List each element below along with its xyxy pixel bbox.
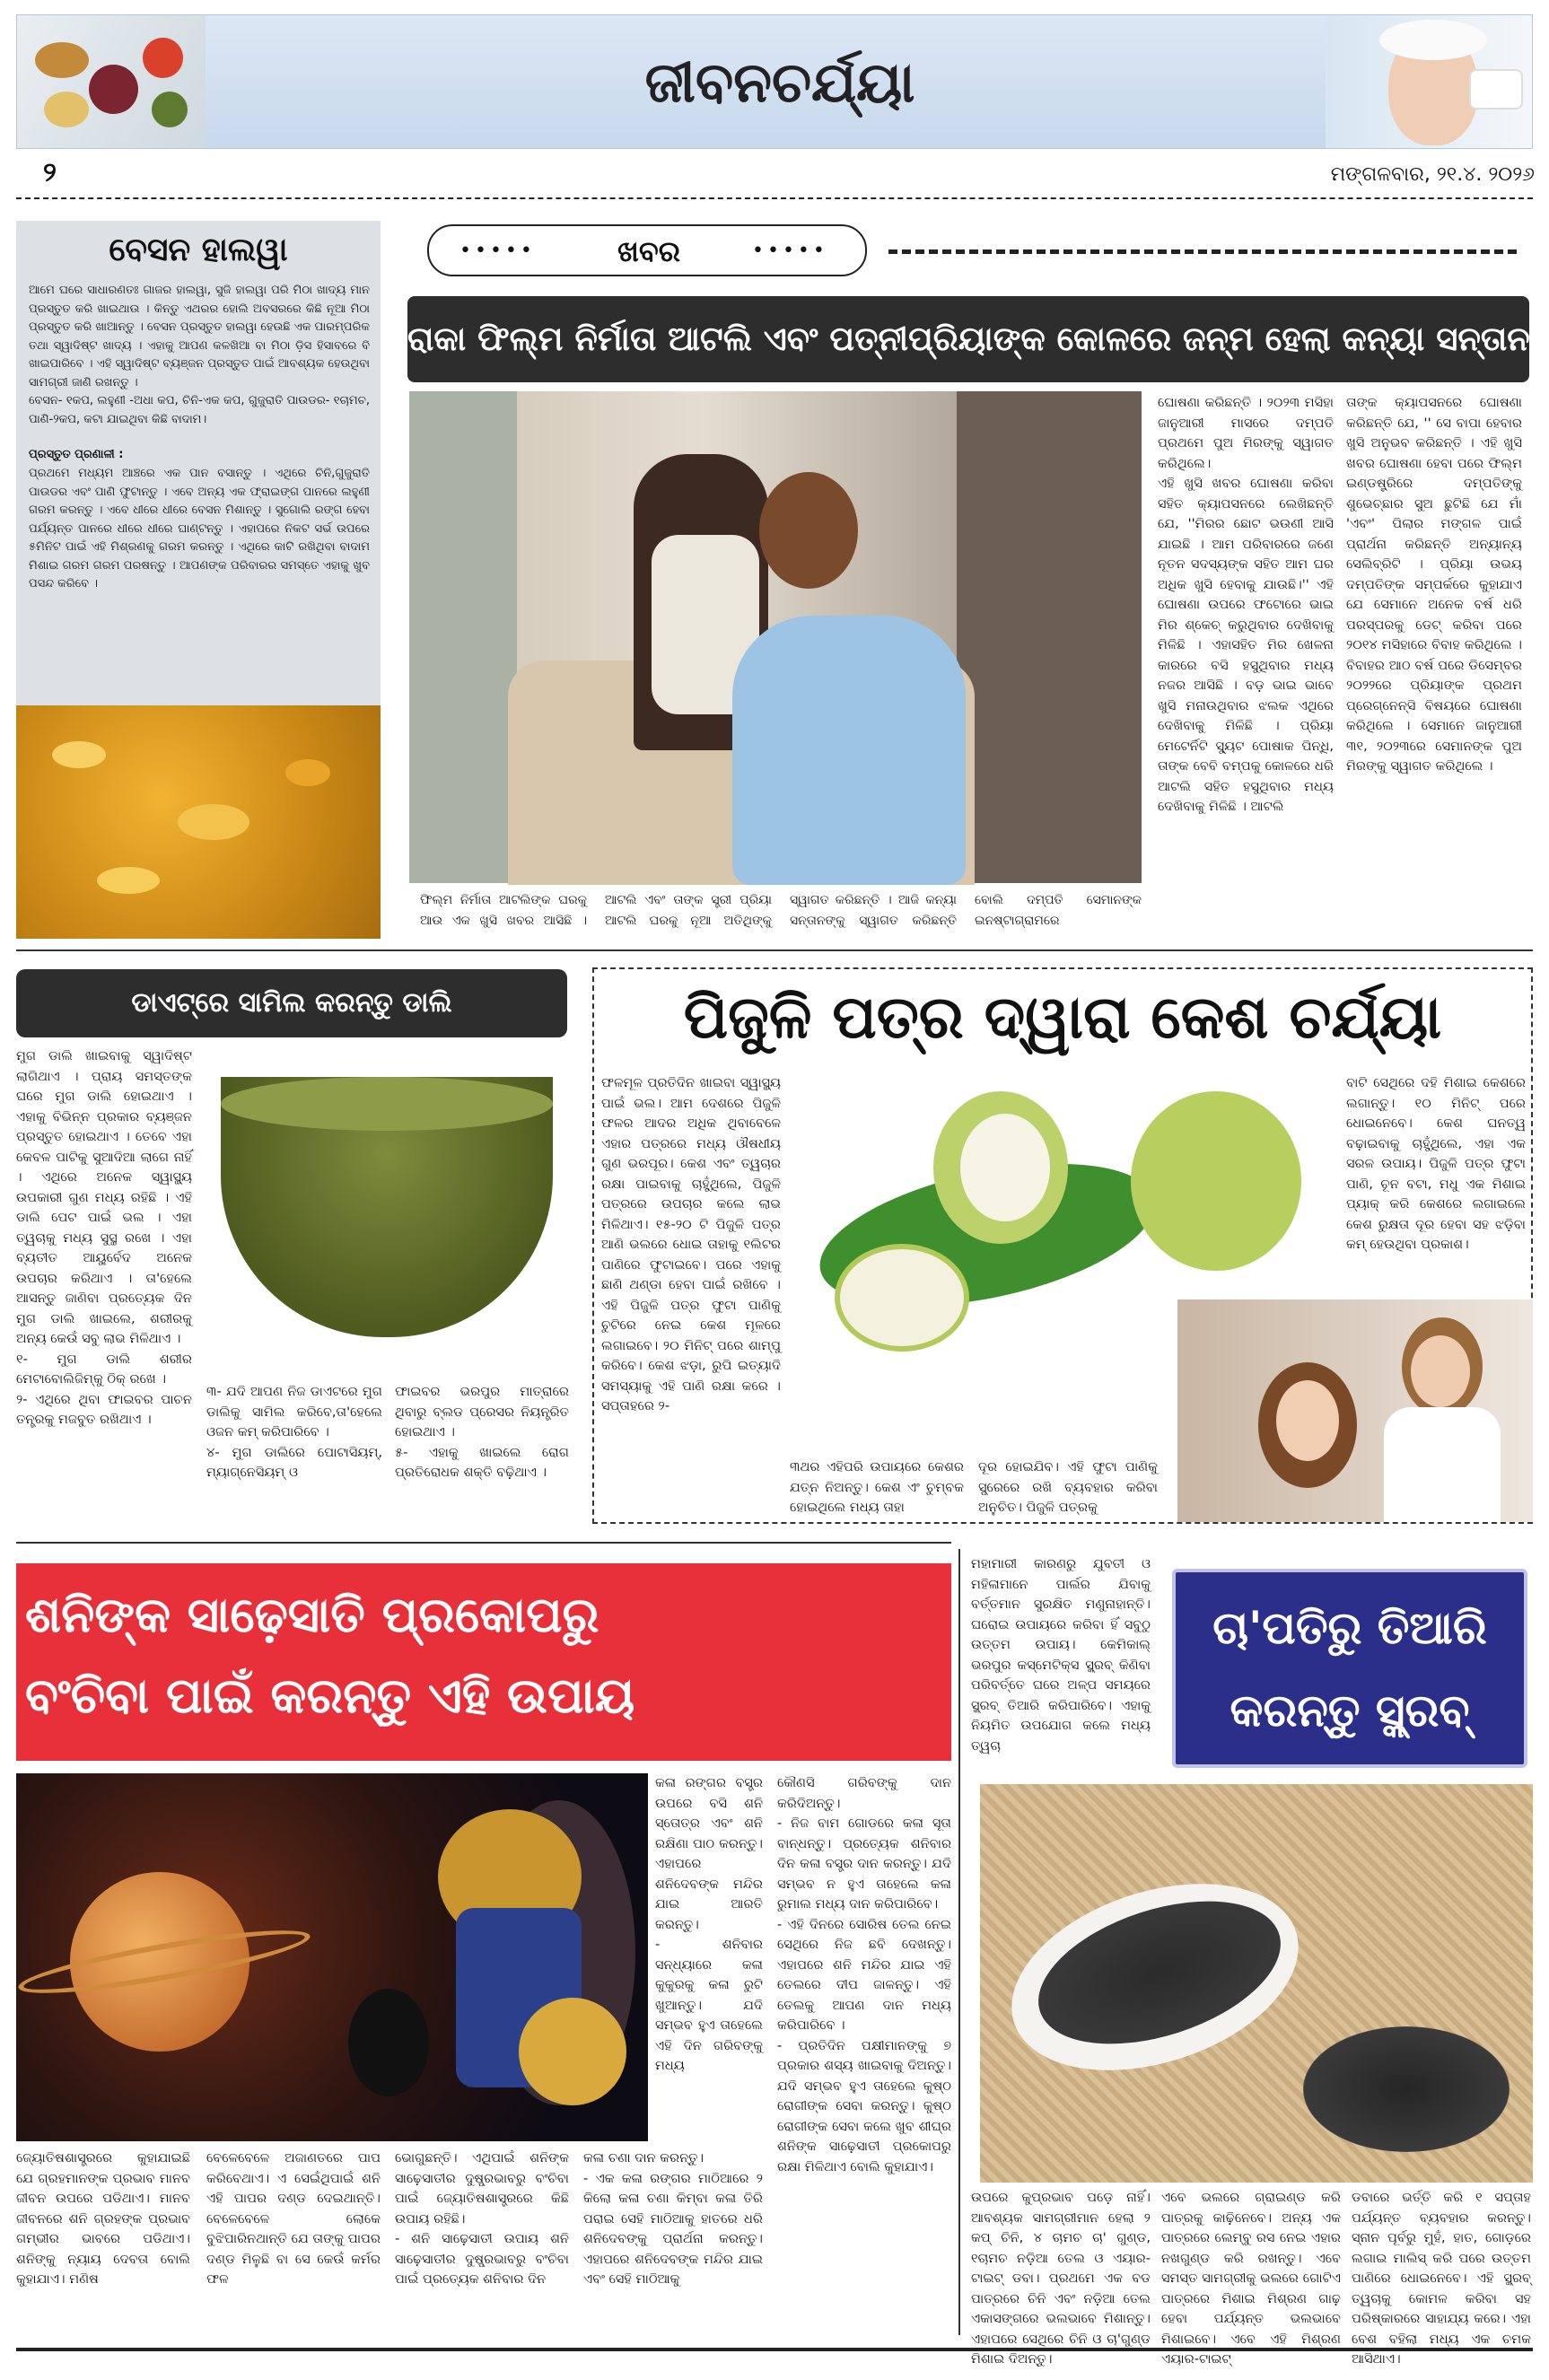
guava-title: ପିଜୁଳି ପତ୍ର ଦ୍ୱାରା କେଶ ଚର୍ଯ୍ୟା <box>683 983 1442 1052</box>
column-divider-vertical <box>958 1549 960 2335</box>
masthead-divider <box>16 197 1533 199</box>
issue-date: ମଙ୍ଗଳବାର, ୨୧.୪. ୨୦୨୬ <box>1330 163 1535 186</box>
dal-column-left: ମୁଗ ଡାଲି ଖାଇବାକୁ ସ୍ୱାଦିଷ୍ଟ ଲାଗିଥାଏ । ପ୍ରାୟ ସମସ୍ତଙ୍କ ଘରେ ମୁଗ ଡାଲି ହୋଇଥାଏ । ଏହାକୁ ବିଭିନ୍ନ ପ୍ରକାର ବ୍ୟଞ୍ଜନ ପ୍ରସ୍ତୁତ ହୋଇଥାଏ । ତେବେ ଏହା କେବଳ ପାଟିକୁ ସୁଆଦିଆ ଲାଗେ ନାହିଁ । ଏଥିରେ ଅନେକ ସ୍ୱାସ୍ଥ୍ୟ ଉପକାରୀ ଗୁଣ ମଧ୍ୟ ରହିଛି । ଏହି ଡାଲି ପେଟ ପାଇଁ ଭଲ । ଏହା ତ୍ୱଚାକୁ ମଧ୍ୟ ସୁସ୍ଥ ରଖେ । ଏହା ବ୍ୟତୀତ ଆୟୁର୍ବେଦ ଅନେକ ଉପଚାର କରିଥାଏ । ତା'ହେଲେ ଆସନ୍ତୁ ଜାଣିବା ପ୍ରତ୍ୟେକ ଦିନ ମୁଗ ଡାଲି ଖାଇଲେ, ଶରୀରକୁ ଅନ୍ୟ କେଉଁ ସବୁ ଲାଭ ମିଳିଥାଏ । ୧- ମୁଗ ଡାଲି ଶରୀର ମେଟାବୋଲିଜିମ୍‌କୁ ଠିକ୍ ରଖେ । ୨- ଏଥିରେ ଥିବା ଫାଇବର ପାଚନ ତନ୍ତ୍ରକୁ ମଜବୁତ ରଖିଥାଏ । <box>16 1048 192 1427</box>
shani-title-line-1: ଶନିଙ୍କ ସାଢ଼େସାତି ପ୍ରକୋପରୁ <box>25 1587 599 1643</box>
tea-intro: ମହାମାରୀ କାରଣରୁ ଯୁବତୀ ଓ ମହିଳାମାନେ ପାର୍ଲର ଯିବାକୁ ବର୍ତ୍ତମାନ ସୁରକ୍ଷିତ ମଣୁନାହାନ୍ତି। ଘରୋଇ ଉପାୟରେ କରିବା ହିଁ ସବୁଠୁ ଉତ୍ତମ ଉପାୟ। କେମିକାଲ୍ ଭରପୁର କସ୍ମେଟିକ୍ସ ସ୍କ୍ରବ୍ କିଣିବା ପରିବର୍ତ୍ତେ ଘରେ ଅଳ୍ପ ସମୟରେ ସ୍କ୍ରବ୍ ତିଆରି କରିପାରିବେ। ଏହାକୁ ନିୟମିତ ଉପଯୋଗ କଲେ ମଧ୍ୟ ତ୍ୱଚା <box>971 1556 1155 1754</box>
tea-title-line-2: କରନ୍ତୁ ସ୍କ୍ରବ୍ <box>1230 1684 1470 1737</box>
news-tag-label: ଖବର <box>617 234 681 268</box>
shani-column-1: ଜ୍ୟୋତିଷଶାସ୍ତ୍ରରେ କୁହାଯାଇଛି ଯେ ଗ୍ରହମାନଙ୍କ ପ୍ରଭାବ ମାନବ ଜୀବନ ଉପରେ ପଡିଥାଏ। ମାନବ ଜୀବନରେ ଶନି ଗ୍ରହଙ୍କ ପ୍ରଭାବ ଗମ୍ଭୀର ଭାବରେ ପଡିଥାଏ। ଶନିଙ୍କୁ ନ୍ୟାୟ ଦେବତା ବୋଲି କୁହାଯାଏ। ମଣିଷ <box>16 2150 195 2287</box>
recipe-steps: ପ୍ରଥମେ ମଧ୍ୟମ ଆଞ୍ଚରେ ଏକ ପାନ ବସାନ୍ତୁ । ଏଥିରେ ଚିନି,ଗୁଜୁରାତି ପାଉଡର ଏବଂ ପାଣି ଫୁଟାନ୍ତୁ । ଏବେ ଅନ୍ୟ ଏକ ଫ୍ରାଇଙ୍ଗ ପାନରେ ଲହୁଣୀ ଗରମ କରନ୍ତୁ । ଏବେ ଧୀରେ ଧୀରେ ବେସନ ମିଶାନ୍ତୁ । ସୁଗୋଲି ରଙ୍ଗ ହେବା ପର୍ଯ୍ୟନ୍ତ ପାନରେ ଧୀରେ ଧୀରେ ଘାଣ୍ଟନ୍ତୁ । ଏହାପରେ ନିକଟ ସର୍ଭ ଉପରେ ୫ମିନିଟ ପାଇଁ ଏହି ମିଶ୍ରଣକୁ ଗରମ କରନ୍ତୁ । ଏଥିରେ କାଟି ରଖିଥିବା ବାଦାମ ମିଶାଇ ଗରମ ଗରମ ପରଷନ୍ତୁ । ଆପଣଙ୍କ ପରିବାରର ସମସ୍ତେ ଏହାକୁ ଖୁବ ପସନ୍ଦ କରିବେ । <box>29 467 374 591</box>
section-divider-2 <box>16 1542 951 1544</box>
tea-title-line-1: ଚା'ପତିରୁ ତିଆରି <box>1212 1602 1487 1654</box>
tea-column-3: ଡବାରେ ଭର୍ତ୍ତି କରି ୧ ସପ୍ତାହ ପର୍ଯ୍ୟନ୍ତ ବ୍ୟବହାର କରନ୍ତୁ। ସ୍ନାନ ପୂର୍ବରୁ ମୁହଁ, ହାତ, ଗୋଡ଼ରେ ଲଗାଇ ମାଲିସ୍ କରି ପରେ ଉତ୍ତମ ପାଣିରେ ଧୋଇନେବେ। ଏହି ସ୍କ୍ରବ୍ ତ୍ୱଚାକୁ କୋମଳ କରିବା ସହ ପରିଷ୍କାରରେ ସାହାଯ୍ୟ କରେ। ଏହା ବେଶ ବହିଲା ମଧ୍ୟ ଏକ ଚମକ ଆସିଥାଏ। <box>1352 2190 1536 2367</box>
news-headline: ରାକା ଫିଲ୍ମ ନିର୍ମାତା ଆଟଲି ଏବଂ ପତ୍ନୀପ୍ରିୟାଙ୍କ କୋଳରେ ଜନ୍ମ ହେଲା କନ୍ୟା ସନ୍ତାନ <box>407 319 1530 358</box>
recipe-ingredients: ଆମେ ଘରେ ସାଧାରଣତଃ ଗାଜର ହାଲୱା, ସୁଜି ହାଲୱା ପରି ମିଠା ଖାଦ୍ୟ ମାନ ପ୍ରସ୍ତୁତ କରି ଖାଇଥାଉ । କିନ୍ତୁ ଏଥରର ହୋଲି ଅବସରରେ କିଛି ନୂଆ ମିଠା ପ୍ରସ୍ତୁତ କରି ଖାଆନ୍ତୁ । ବେସନ ପ୍ରସ୍ତୁତ ହାଲୱା ହେଉଛି ଏକ ପାରମ୍ପରିକ ତଥା ସ୍ୱାଦିଷ୍ଟ ଖାଦ୍ୟ । ଏହାକୁ ଆପଣ କଳଖିଆ ବା ମିଠା ଡ଼ିସ ହିସାବରେ ବି ଖାଇପାରିବେ । ଏହି ସ୍ୱାଦିଷ୍ଟ ବ୍ୟଞ୍ଜନ ପ୍ରସ୍ତୁତ ପାଇଁ ଆବଶ୍ୟକ ହେଉଥିବା ସାମଗ୍ରୀ ଜାଣି ରଖନ୍ତୁ । ବେସନ- ୧କପ, ଲହୁଣୀ -ଅଧା କପ, ଚିନି-ଏକ କପ, ଗୁଜୁରାତି ପାଉଡର- ୧ଚାମଚ, ପାଣି-୨କପ, କଟା ଯାଇଥିବା କିଛି ବାଦାମ। <box>29 284 370 426</box>
tea-column-2: ଏବେ ଭଲରେ ଗ୍ରାଇଣ୍ଡ କରି ପାତ୍ରକୁ କାଢ଼ିନେବେ। ଅନ୍ୟ ଏକ ପାତ୍ରରେ ଲେମ୍ବୁ ରସ ନେଇ ଏହାର ନଖଗୁଣ୍ଡ କରି ରଖନ୍ତୁ। ଏବେ ସମସ୍ତ ସାମଗ୍ରୀକୁ ଭଲରେ ଗୋଟିଏ ପାତ୍ରରେ ମିଶାଇ ମିଶ୍ରଣ ଗାଢ଼ ହେବା ପର୍ଯ୍ୟନ୍ତ ଭଲଭାବେ ମିଶାଇବେ। ଏବେ ଏହି ମିଶ୍ରଣ ଏୟାର-ଟାଇଟ୍ <box>1161 2190 1345 2367</box>
tea-title-box <box>1172 1569 1527 1768</box>
masthead-skincare-image <box>1326 15 1532 148</box>
page-number: ୨ <box>43 157 57 188</box>
shani-column-4: କଳା ଚଣା ଦାନ କରନ୍ତୁ। - ଏକ କଳା ରଙ୍ଗର ମାଠିଆରେ ୨ କିଲୋ କଳା ଚଣା କିମ୍ବା କଳା ତିରି ପରାଇ ସେହି ମାଠିଆକୁ ହାତରେ ଧରି ଶନିଦେବଙ୍କୁ ପ୍ରାର୍ଥନା କରନ୍ତୁ। ଏହାପରେ ଶନିଦେବଙ୍କ ମନ୍ଦିର ଯାଇ ଏବଂ ସେହି ମାଠିଆକୁ <box>583 2150 763 2287</box>
section-title: ଜୀବନଚର୍ଯ୍ୟା <box>644 49 915 115</box>
dal-column-mid: ୩- ଯଦି ଆପଣ ନିଜ ଡାଏଟରେ ମୁଗ ଡାଲିକୁ ସାମିଲ କରିବେ,ତା'ହେଲେ ଓଜନ କମ୍ କରିପାରିବେ । ୪- ମୁଗ ଡାଲିରେ ପୋଟାସିୟମ୍, ମ୍ୟାଗ୍ନେସିୟମ୍ ଓ <box>206 1384 382 1480</box>
news-tag <box>427 224 867 276</box>
tea-powder-photo <box>980 1784 1533 2183</box>
shani-deity-photo <box>16 1773 648 2141</box>
news-photo-caption: ଫିଲ୍ମ ନିର୍ମାତା ଆଟଲିଙ୍କ ଘରକୁ ଆଉ ଏକ ଖୁସି ଖବର ଆସିଛି । ଆଟଲି ଏବଂ ତାଙ୍କ ସ୍ତ୍ରୀ ପ୍ରିୟା ଆଟଲି ଘରକୁ ନୂଆ ଅତିଥିଙ୍କୁ ସ୍ୱାଗତ କରିଛନ୍ତି । ଆଜି କନ୍ୟା ସନ୍ତାନଙ୍କୁ ସ୍ୱାଗତ କରିଛନ୍ତି ବୋଲି ଦମ୍ପତି ସେମାନଙ୍କ ଇନଷ୍ଟାଗ୍ରାମରେ <box>420 893 1146 928</box>
masthead-food-image <box>17 15 206 148</box>
shani-column-2: ବେଳେବେଳେ ଅଜାଣତରେ ପାପ କରିବେଥାଏ। ଏ ସେଇଁଥିପାଇଁ ଶନି ଏହି ପାପର ଦଣ୍ଡ ଦେଇଥାନ୍ତି। ବେଳେବେଳେ ଲୋକେ ବୁଝିପାରିନଥାନ୍ତି ଯେ ତାଙ୍କୁ ପାପର ଦଣ୍ଡ ମିଳୁଛି ବା ସେ କେଉଁ କର୍ମର ଫଳ <box>206 2150 385 2287</box>
section-divider-1 <box>16 949 1533 951</box>
moong-dal-photo <box>206 1050 569 1355</box>
halwa-photo <box>16 705 381 939</box>
shani-title-line-2: ବଂଚିବା ପାଇଁ କରନ୍ତୁ ଏହି ଉପାୟ <box>25 1667 635 1724</box>
shani-column-3: ଭୋଗୁଛନ୍ତି। ଏଥିପାଇଁ ଶନିଙ୍କ ସାଢ଼େସାତୀର ଦୁଷ୍ପ୍ରଭାବରୁ ବଂଚିବା ପାଇଁ ଜ୍ୟୋତିଷଶାସ୍ତ୍ରରେ କିଛି ଉପାୟ ରହିଛି। - ଶନି ସାଢ଼େସାତୀ ଉପାୟ ଶନି ସାଢ଼େସାତୀର ଦୁଷ୍ପ୍ରଭାବରୁ ବଂଚିବା ପାଇଁ ପ୍ରତ୍ୟେକ ଶନିବାର ଦିନ <box>395 2150 569 2287</box>
news-tag-dots-right: ••••• <box>752 240 828 262</box>
recipe-box <box>16 221 381 939</box>
dal-column-right: ଫାଇବର ଭରପୁର ମାତ୍ରାରେ ଥିବାରୁ ବ୍ଲଡ ପ୍ରେସର ନିୟନ୍ତ୍ରିତ ହୋଇଥାଏ । ୫- ଏହାକୁ ଖାଇଲେ ରୋଗ ପ୍ରତିରୋଧକ ଶକ୍ତି ବଢ଼ିଥାଏ । <box>395 1384 569 1480</box>
recipe-steps-heading: ପ୍ରସ୍ତୁତ ପ୍ରଣାଳୀ : <box>29 448 124 461</box>
shani-title-bar <box>16 1563 951 1761</box>
couple-photo <box>409 391 1142 883</box>
guava-column-4: ବାଟି ସେଥିରେ ଦହି ମିଶାଇ କେଶରେ ଲଗାନ୍ତୁ। ୧୦ ମିନିଟ୍ ପରେ ଧୋଇନେବେ। କେଶ ଘନତ୍ୱ ବଢ଼ାଇବାକୁ ଚାହୁଁଥିଲେ, ଏହା ଏକ ସରଳ ଉପାୟ। ପିଜୁଳି ପତ୍ର ଫୁଟା ପାଣି, ଚୂନ ବଟା, ମଧୁ ଏକ ମିଶାଇ ପ୍ୟାକ୍ କରି କେଶରେ ଲଗାଇଲେ କେଶ ରୁକ୍ଷତା ଦୂର ହେବା ସହ ଝଡ଼ିବା କମ୍ ହେଉଥିବା ପ୍ରକାଶ। <box>1346 1075 1530 1252</box>
dal-title-bar <box>16 969 567 1037</box>
hair-care-photo <box>1177 1299 1533 1522</box>
shani-side-column-1: କଳା ରଙ୍ଗର ବସ୍ତ୍ର ଉପରେ ବସି ଶନି ସ୍ତୋତ୍ର ଏବଂ ଶନି ରକ୍ଷିଣା ପାଠ କରନ୍ତୁ। ଏହାପରେ ଶନିଦେବଙ୍କ ମନ୍ଦିର ଯାଇ ଆରତି କରନ୍ତୁ। - ଶନିବାର ସନ୍ଧ୍ୟାରେ କଳା କୁକୁରକୁ କଳା ରୁଟି ଖୁଆନ୍ତୁ। ଯଦି ସମ୍ଭବ ହୁଏ ତାହେଲେ ଏହି ଦିନ ଗରିବଙ୍କୁ ମଧ୍ୟ <box>655 1775 763 2073</box>
shani-side-column-2: କୌଣସି ଗରିବଙ୍କୁ ଦାନ କରିଦିଅନ୍ତୁ। - ନିଜ ବାମ ଗୋଡରେ କଳା ସୂତା ବାନ୍ଧନ୍ତୁ। ପ୍ରତ୍ୟେକ ଶନିବାର ଦିନ କଳା ବସ୍ତ୍ର ଦାନ କରନ୍ତୁ। ଯଦି ସମ୍ଭବ ନ ହୁଏ ତାହେଲେ କଳା ରୁମାଲ ମଧ୍ୟ ଦାନ କରିପାରିବେ। - ଏହି ଦିନରେ ସୋରିଷ ତେଲ ନେଇ ସେଥିରେ ନିଜ ଛବି ଦେଖନ୍ତୁ। ଏହାପରେ ଶନି ମନ୍ଦିର ଯାଇ ଏହି ତେଲରେ ଦୀପ ଜାଳନ୍ତୁ। ଏହି ତେଲକୁ ଆପଣ ଦାନ ମଧ୍ୟ କରିପାରିବେ । - ପ୍ରତିଦିନ ପକ୍ଷୀମାନଙ୍କୁ ୭ ପ୍ରକାର ଶସ୍ୟ ଖାଇବାକୁ ଦିଅନ୍ତୁ। ଯଦି ସମ୍ଭବ ହୁଏ ତାହେଲେ କୁଷ୍ଠ ରୋଗୀଙ୍କ ସେବା କରନ୍ତୁ। କୁଷ୍ଠ ରୋଗୀଙ୍କ ସେବା କଲେ ଖୁବ ଶୀଘ୍ର ଶନିଙ୍କ ସାଢ଼େସାତୀ ପ୍ରକୋପରୁ ରକ୍ଷା ମିଳିଥାଏ ବୋଲି କୁହାଯାଏ। <box>777 1775 951 2174</box>
news-column-1: ଘୋଷଣା କରିଛନ୍ତି । ୨୦୨୩ ମସିହା ଜାନୁଆରୀ ମାସରେ ଦମ୍ପତି ପ୍ରଥମେ ପୁଅ ମିରଙ୍କୁ ସ୍ୱାଗତ କରିଥିଲେ। ଏହି ଖୁସି ଖବର ଘୋଷଣା କରିବା ସହିତ କ୍ୟାପସନରେ ଲେଖିଛନ୍ତି ଯେ, ''ମିରର ଛୋଟ ଭଉଣୀ ଆସି ଯାଇଛି । ଆମ ପରିବାରରେ ଜଣେ ନୂତନ ସଦସ୍ୟଙ୍କ ସହିତ ଆମ ଘର ଅଧିକ ଖୁସି ହେବାକୁ ଯାଉଛି।'' ଏହି ଘୋଷଣା ଉପରେ ଫଟୋରେ ଭାଇ ମିର ଶ୍କେଚ୍ କରୁଥିବାର ଦେଖିବାକୁ ମିଳିଛି । ଏହାସହିତ ମିର ଖେଳନା କାରରେ ବସି ହସୁଥିବାର ମଧ୍ୟ ନଜର ଆସିଛି । ବଡ଼ ଭାଇ ଭାବେ ଖୁସି ମନାଉଥିବାର ଝଲକ ଏଥିରେ ଦେଖିବାକୁ ମିଳିଛି । ପ୍ରିୟା ମେଟେର୍ନିଟି ସ୍ୟୁଟ ପୋଷାକ ପିନ୍ଧି, ତାଙ୍କ ବେବି ବମ୍ପକୁ କୋଳରେ ଧରି ଆଟଲି ସହିତ ହସୁଥିବାର ମଧ୍ୟ ଦେଖିବାକୁ ମିଳିଛି । ଆଟଲି <box>1158 395 1334 814</box>
dal-title: ଡାଏଟ୍‌ରେ ସାମିଲ କରନ୍ତୁ ଡାଲି <box>131 987 452 1019</box>
recipe-title: ବେସନ ହାଲୱା <box>109 232 288 268</box>
news-column-2: ତାଙ୍କ କ୍ୟାପସନରେ ଘୋଷଣା କରିଛନ୍ତି ଯେ, '' ସେ ବାପା ହେବାର ଖୁସି ଅନୁଭବ କରିଛନ୍ତି । ଏହି ଖୁସି ଖବର ଘୋଷଣା ହେବା ପରେ ଫିଲ୍ମ ଇଣ୍ଡଷ୍ଟ୍ରିରେ ଦମ୍ପତିଙ୍କୁ ଶୁଭେଚ୍ଛାର ସୁଅ ଛୁଟିଛି ଯେ ମାଁ 'ଏବଂ' ପିଲାର ମଙ୍ଗଳ ପାଇଁ ପ୍ରାର୍ଥନା କରିଛନ୍ତି ଅନ୍ୟାନ୍ୟ ସେଲିବ୍ରିଟି । ପ୍ରିୟା ଉଭୟ ଦମ୍ପତିଙ୍କ ସମ୍ପର୍କରେ କୁହାଯାଏ ଯେ ସେମାନେ ଅନେକ ବର୍ଷ ଧରି ପରସ୍ପରକୁ ଡେଟ୍ କରିବା ପରେ ୨୦୧୪ ମସିହାରେ ବିବାହ କରିଥିଲେ । ବିବାହର ଆଠ ବର୍ଷ ପରେ ଡିସେମ୍ବର ୨୦୨୨ରେ ପ୍ରିୟାଙ୍କ ପ୍ରଥମ ପ୍ରେଗ୍ନେନ୍ସି ବିଷୟରେ ଘୋଷଣା କରିଥିଲେ । ସେମାନେ ଜାନୁଆରୀ ୩୧, ୨୦୨୩ରେ ସେମାନଙ୍କ ପୁଅ ମିରଙ୍କୁ ସ୍ୱାଗତ କରିଥିଲେ । <box>1346 395 1527 774</box>
news-tag-rule <box>888 249 1517 254</box>
tea-column-1: ଉପରେ କୁପ୍ରଭାବ ପଡ଼େ ନାହିଁ। ଆବଶ୍ୟକ ସାମଗ୍ରୀମାନ ହେଲା ୨ କପ୍ ଚିନି, ୪ ଚାମଚ ଚା' ଗୁଣ୍ଡ, ୧ଚାମଚ ନଡ଼ିଆ ତେଲ ଓ ଏୟାର-ଟାଇଟ୍ ଡବା। ପ୍ରଥମେ ଏକ ବଡ ପାତ୍ରରେ ଚିନି ଏବଂ ନଡ଼ିଆ ତେଲ ଏକାସଙ୍ଗରେ ଭଲଭାବେ ମିଶାନ୍ତୁ। ଏହାପରେ ସେଥିରେ ଚିନି ଓ ଚା'ଗୁଣ୍ଡ ମିଶାଇ ଦିଅନ୍ତୁ। <box>971 2190 1155 2367</box>
guava-column-1: ଫଳମୂଳ ପ୍ରତିଦିନ ଖାଇବା ସ୍ୱାସ୍ଥ୍ୟ ପାଇଁ ଭଲ। ଆମ ଦେଶରେ ପିଜୁଳି ଫଳର ଆଦର ଅଧିକ ଥିବାବେଳେ ଏହାର ପତ୍ରରେ ମଧ୍ୟ ଔଷଧୀୟ ଗୁଣ ଭରପୂର। କେଶ ଏବଂ ତ୍ୱଚାର ରକ୍ଷା ପାଇବାକୁ ଚାହୁଁଥିଲେ, ପିଜୁଳି ପତ୍ରରେ ଉପଚାର କଲେ ଲାଭ ମିଳିଥାଏ। ୧୫-୨୦ ଟି ପିଜୁଳି ପତ୍ର ଆଣି ଭଲରେ ଧୋଇ ତାହାକୁ ୧ଲିଟର ପାଣିରେ ଫୁଟାଇବେ। ପରେ ଏହାକୁ ଛାଣି ଥଣ୍ଡା ହେବା ପାଇଁ ରଖିବେ । ଏହି ପିଜୁଳି ପତ୍ର ଫୁଟା ପାଣିକୁ ଚୁଟିରେ ନେଇ କେଶ ମୂଳରେ ଲଗାଇବେ। ୨୦ ମିନିଟ୍ ପରେ ଶାମ୍ପୁ କରିବେ। କେଶ ଝଡ଼ା, ରୁପି ଇତ୍ୟାଦି ସମସ୍ୟାକୁ ଏହି ପାଣି ରକ୍ଷା କରେ । ସପ୍ତାହରେ ୨- <box>601 1075 785 1413</box>
page-bottom-rule <box>16 2348 1533 2351</box>
masthead-banner <box>16 14 1533 149</box>
news-headline-bar <box>407 296 1529 382</box>
news-tag-dots-left: ••••• <box>459 240 536 262</box>
guava-column-2: ୩ଥର ଏହିପରି ଉପାୟରେ କେଶର ଯତ୍ନ ନିଅନ୍ତୁ। କେଶ ଏଂ ଚୁମ୍ବକ ହୋଇଥିଲେ ମଧ୍ୟ ତାହା <box>790 1459 968 1515</box>
guava-column-3: ଦୂର ହୋଇଯିବ। ଏହି ଫୁଟା ପାଣିକୁ ସ୍ପ୍ରେରେ ରଖି ବ୍ୟବହାର କରିବା ଅନୁଚିତ। ପିଜୁଳି ପତ୍ରକୁ <box>978 1459 1162 1515</box>
